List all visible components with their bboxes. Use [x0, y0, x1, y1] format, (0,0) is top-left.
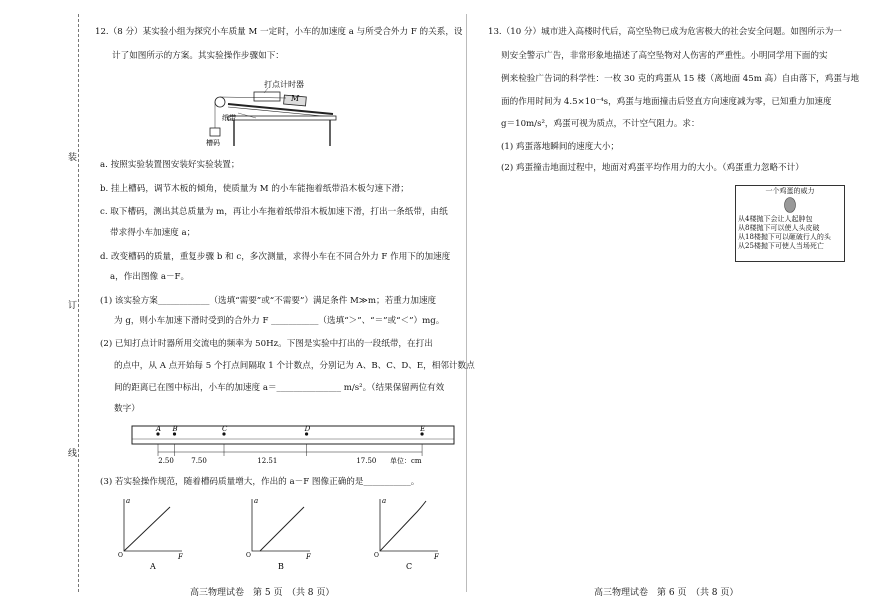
q12-sub2-line-1: (2) 已知打点计时器所用交流电的频率为 50Hz。下图是实验中打出的一段纸带，在打出 [100, 339, 433, 349]
label-timer: 打点计时器 [264, 80, 304, 89]
graph-option-label: C [406, 562, 413, 571]
graph-option [118, 497, 184, 571]
tape-distance-label: 12.51 [257, 457, 278, 465]
graph-axes [252, 499, 310, 551]
footer-left: 高三物理试卷 第 5 页 （共 8 页） [190, 588, 335, 598]
q12-step-a: a. 按照实验装置图安装好实验装置； [100, 160, 240, 170]
graph-x-label: F [306, 553, 311, 561]
ad-line-4: 从25楼抛下可使人当场死亡 [738, 242, 824, 250]
tape-point-label: E [420, 425, 426, 433]
tape-point-label: D [304, 425, 311, 433]
graph-y-label: a [126, 497, 131, 505]
q13-line-1: 13.（10 分）城市进入高楼时代后，高空坠物已成为危害极大的社会安全问题。如图所示为一 [488, 27, 842, 37]
q12-step-d: d. 改变槽码的质量，重复步骤 b 和 c，多次测量，求得小车在不同合外力 F 作用下的加速度 [100, 252, 451, 262]
graph-origin: O [118, 552, 123, 559]
ad-title: 一个鸡蛋的威力 [765, 187, 815, 195]
q12-step-b: b. 挂上槽码，调节木板的倾角，使质量为 M 的小车能拖着纸带沿木板匀速下滑； [100, 184, 409, 194]
ad-line-3: 从18楼抛下可以砸破行人的头 [738, 233, 831, 241]
graph-origin: O [374, 552, 379, 559]
q12-line-2: 计了如图所示的方案。其实验操作步骤如下： [112, 51, 284, 61]
q13-line-4: 面的作用时间为 4.5×10⁻⁴s，鸡蛋与地面撞击后竖直方向速度减为零，已知重力加速度 [501, 97, 832, 107]
q13-line-5: g＝10m/s²，鸡蛋可视为质点，不计空气阻力。求： [501, 119, 700, 129]
binding-mark-mid: 订 [68, 301, 78, 311]
graph-option [374, 497, 440, 571]
page-separator [466, 14, 467, 592]
q12-sub2-line-3: 间的距离已在图中标出，小车的加速度 a＝_______________ m/s²。（结果保留两位有效 [114, 383, 445, 393]
tape-point-label: A [156, 425, 162, 433]
graph-axes [380, 499, 438, 551]
q12-step-d-cont: a，作出图像 a－F。 [110, 272, 190, 282]
tape-distance-label: 2.50 [158, 457, 174, 465]
q13-line-2: 则安全警示广告，非常形象地描述了高空坠物对人伤害的严重性。小明同学用下面的实 [501, 51, 828, 61]
tape-point-label: C [222, 425, 228, 433]
footer-right: 高三物理试卷 第 6 页 （共 8 页） [594, 588, 739, 598]
a-f-graphs [112, 493, 442, 573]
q12-sub2-line-2: 的点中，从 A 点开始每 5 个打点间隔取 1 个计数点，分别记为 A、B、C、D、E，相邻计数点 [114, 361, 475, 371]
graph-curve [124, 507, 170, 551]
graph-origin: O [246, 552, 251, 559]
tape-unit: 单位：cm [390, 457, 422, 465]
q12-sub1-line-2: 为 g，则小车加速下滑时受到的合外力 F ___________（选填“＞”、“＝”或“＜”）mg。 [114, 316, 445, 326]
label-bucket: 槽码 [206, 139, 220, 147]
q12-sub2-line-4: 数字） [114, 404, 140, 414]
graph-option [246, 497, 312, 571]
q13-sub2: (2) 鸡蛋撞击地面过程中，地面对鸡蛋平均作用力的大小。（鸡蛋重力忽略不计） [501, 163, 804, 173]
q12-step-c: c. 取下槽码，测出其总质量为 m，再让小车拖着纸带沿木板加速下滑，打出一条纸带，由纸 [100, 207, 448, 217]
q12-sub1-line-1: (1) 该实验方案____________（选填“需要”或“不需要”）满足条件 M≫m；若重力加速度 [100, 296, 437, 306]
graph-option-label: A [150, 562, 156, 571]
q12-sub3: (3) 若实验操作规范，随着槽码质量增大，作出的 a－F 图像正确的是___________。 [100, 477, 420, 487]
graph-y-label: a [254, 497, 259, 505]
tape-point-label: B [172, 425, 178, 433]
q12-step-c-cont: 带求得小车加速度 a； [110, 228, 196, 238]
graph-option-label: B [278, 562, 284, 571]
graph-x-label: F [178, 553, 183, 561]
graph-curve [380, 501, 426, 551]
binding-mark-bottom: 线 [68, 449, 78, 459]
safety-ad-box [735, 185, 845, 262]
tape-distance-label: 7.50 [191, 457, 207, 465]
ad-line-1: 从4楼抛下会让人起肿包 [738, 215, 813, 223]
ad-line-2: 从8楼抛下可以使人头皮破 [738, 224, 820, 232]
q13-line-3: 例来检验广告词的科学性：一枚 30 克的鸡蛋从 15 楼（离地面 45m 高）自由落下，鸡蛋与地 [501, 74, 860, 84]
graph-curve [260, 507, 304, 551]
egg-icon [783, 196, 797, 214]
label-tape: 纸带 [222, 114, 236, 122]
q13-sub1: (1) 鸡蛋落地瞬间的速度大小； [501, 142, 620, 152]
paper-tape-figure [128, 422, 458, 470]
graph-x-label: F [434, 553, 439, 561]
graph-y-label: a [382, 497, 387, 505]
binding-mark-top: 装 [68, 153, 78, 163]
label-car: M [291, 94, 300, 103]
experiment-apparatus-figure [198, 70, 348, 148]
tape-distance-label: 17.50 [356, 457, 377, 465]
q12-line-1: 12.（8 分）某实验小组为探究小车质量 M 一定时，小车的加速度 a 与所受合外力 F 的关系，设 [95, 27, 463, 37]
